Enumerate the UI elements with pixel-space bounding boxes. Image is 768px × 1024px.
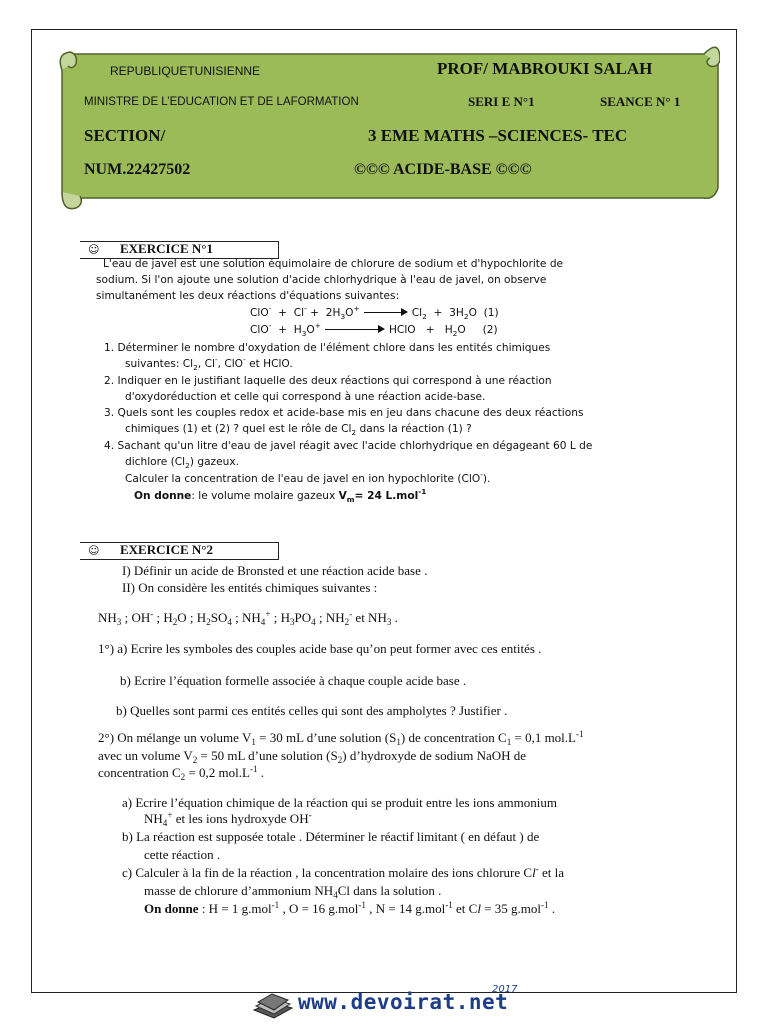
ex2-q2-line2: avec un volume $V_2 = 50$ mL d’une solution $(S_2)$ d’hydroxyde de sodium NaOH de: [98, 748, 527, 765]
ex2-c-line1: c) Calculer à la fin de la réaction , la concentration molaire des ions chlorure Cl- et la: [122, 864, 564, 880]
ex2-i1: I) Définir un acide de Bronsted et une réaction acide base .: [122, 563, 428, 578]
ex2-q1b: b) Ecrire l’équation formelle associée à chaque couple acide base .: [120, 673, 467, 688]
ex1-intro-line2: sodium. Si l'on ajoute une solution d'acide chlorhydrique à l'eau de javel, on observe: [96, 274, 547, 286]
ministre-text: MINISTRE DE L’EDUCATION ET DE LAFORMATION: [84, 96, 359, 108]
ex2-b-line2: cette réaction .: [144, 847, 221, 862]
smiley-icon: ☺: [88, 243, 100, 256]
ex1-q2-line1: 2. Indiquer en le justifiant laquelle des deux réactions qui correspond à une réaction: [104, 375, 552, 387]
ex1-q1-line2: suivantes: $Cl_2$, Cl-, ClO- et HClO.: [125, 355, 293, 372]
ex1-q2-line2: d'oxydoréduction et celle qui correspond à une réaction acide-base.: [125, 391, 486, 403]
theme-label: ©©© ACIDE-BASE ©©©: [354, 161, 532, 178]
num-label: NUM.22427502: [84, 161, 191, 178]
ex1-q3-line2: chimiques (1) et (2) ? quel est le rôle de $Cl_2$ dans la réaction (1) ?: [125, 423, 472, 437]
ex2-b-line1: b) La réaction est supposée totale . Déterminer le réactif limitant ( en défaut ) de: [122, 829, 540, 844]
footer-site: www.devoirat.net: [298, 990, 509, 1014]
ex1-donne: On donne: le volume molaire gazeux $V_m= 24$ L.mol$^{-1}$: [134, 487, 427, 504]
footer-logo: [250, 986, 530, 1022]
ex1-q4-line1: 4. Sachant qu'un litre d'eau de javel réagit avec l'acide chlorhydrique en dégageant 60 L de: [104, 440, 593, 452]
ex2-heading-box: [80, 542, 279, 560]
ex1-q4-line3: Calculer la concentration de l'eau de javel en ion hypochlorite (ClO-).: [125, 470, 491, 485]
serie-label: SERI E N°1: [468, 94, 535, 109]
ex2-i2: II) On considère les entités chimiques suivantes :: [122, 580, 378, 595]
ex2-a-line2: $NH_4^+$ et les ions hydroxyde OH-: [144, 810, 312, 828]
ex1-intro-line3: simultanément les deux réactions d'équations suivantes:: [96, 290, 400, 302]
section-label: SECTION/: [84, 126, 166, 145]
ex2-q1c: b) Quelles sont parmi ces entités celles qui sont des ampholytes ? Justifier .: [116, 703, 508, 718]
ex2-donne: On donne : H = 1 g.mol$^{-1}$ , O = 16 g.mol$^{-1}$ , N = 14 g.mol$^{-1}$ et Cl = 35 g.mol$^{-1}$ .: [144, 900, 556, 916]
eq1-number: (1): [483, 307, 499, 319]
footer-year: 2017: [492, 984, 518, 995]
ex1-equation-1: $ClO^- + Cl^- + 2H_3O^+$ $Cl_2 + 3H_2O$ (1): [250, 304, 499, 321]
ex2-c-line2: masse de chlorure d’ammonium $NH_4Cl$ dans la solution .: [144, 883, 442, 900]
eq2-number: (2): [482, 324, 498, 336]
reaction-arrow-icon: [364, 308, 408, 318]
ex2-entities: $NH_3$ ; OH- ; $H_2O$ ; $H_2SO_4$ ; $NH_4^+$ ; $H_3PO_4$ ; $NH_2^-$ et $NH_3$ .: [98, 609, 398, 627]
prof-name: PROF/ MABROUKI SALAH: [437, 59, 653, 78]
seance-label: SEANCE N° 1: [600, 94, 681, 109]
ex1-title: EXERCICE N°1: [120, 241, 213, 256]
ex1-intro-line1: L'eau de javel est une solution équimolaire de chlorure de sodium et d'hypochlorite de: [103, 258, 564, 270]
ex2-a-line1: a) Ecrire l’équation chimique de la réaction qui se produit entre les ions ammonium: [122, 795, 557, 810]
header-banner: [58, 40, 720, 212]
ex1-q4-line2: dichlore $(Cl_2)$ gazeux.: [125, 456, 239, 470]
classe-label: 3 EME MATHS –SCIENCES- TEC: [368, 126, 628, 145]
smiley-icon: ☺: [88, 544, 100, 557]
reaction-arrow-icon: [325, 325, 385, 335]
book-icon: [252, 990, 296, 1020]
ex2-q1a: 1°) a) Ecrire les symboles des couples acide base qu’on peut former avec ces entités .: [98, 641, 542, 656]
ex2-q2-line1: 2°) On mélange un volume $V_1 = 30$ mL d’une solution $(S_1)$ de concentration $C_1 = 0,1$ $mol.L^{-1}$: [98, 729, 584, 747]
ex1-q3-line1: 3. Quels sont les couples redox et acide-base mis en jeu dans chacune des deux réactions: [104, 407, 584, 419]
ex1-q1-line1: 1. Déterminer le nombre d'oxydation de l'élément chlore dans les entités chimiques: [104, 342, 551, 354]
ex2-title: EXERCICE N°2: [120, 542, 213, 557]
ex1-equation-2: $ClO^- + H_3O^+$ HClO + $H_2O$ (2): [250, 321, 498, 338]
republique-text: REPUBLIQUETUNISIENNE: [110, 64, 261, 78]
ex2-q2-line3: concentration $C_2 = 0,2$ $mol.L^{-1}$ .: [98, 764, 265, 782]
